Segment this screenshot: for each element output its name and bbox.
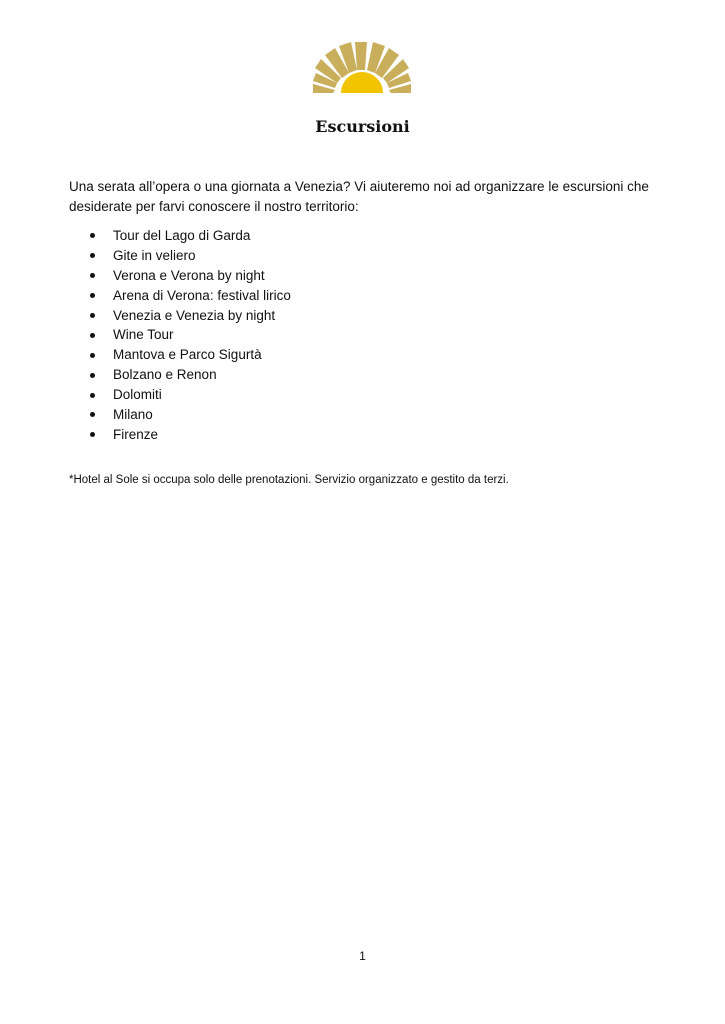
bullet-icon [90,273,95,278]
list-item-label: Dolomiti [113,387,162,403]
bullet-icon [90,393,95,398]
disclaimer-note: *Hotel al Sole si occupa solo delle prenotazioni. Servizio organizzato e gestito da terzi. [69,474,509,486]
page-number: 1 [359,949,366,963]
list-item [87,266,291,286]
list-item-label: Gite in veliero [113,247,196,263]
list-item [87,325,291,345]
bullet-icon [90,373,95,378]
list-item-label: Firenze [113,426,159,442]
bullet-icon [90,412,95,417]
tour-list [87,226,291,445]
bullet-icon [90,313,95,318]
sun-disc [341,72,383,93]
list-item [87,345,291,365]
list-item [87,425,291,445]
bullet-icon [90,432,95,437]
bullet-icon [90,293,95,298]
bullet-icon [90,253,95,258]
page-title: Escursioni [315,117,410,136]
list-item [87,306,291,326]
bullet-icon [90,333,95,338]
bullet-icon [90,233,95,238]
list-item-label: Wine Tour [113,327,174,343]
bullet-icon [90,353,95,358]
list-item [87,246,291,266]
list-item [87,405,291,425]
list-item [87,365,291,385]
list-item [87,226,291,246]
intro-paragraph: Una serata all’opera o una giornata a Venezia? Vi aiuteremo noi ad organizzare le escursioni che desiderate per farvi conoscere il nostro territorio: [69,179,649,214]
list-item [87,286,291,306]
list-item [87,385,291,405]
list-item-label: Tour del Lago di Garda [113,228,251,243]
list-item-label: Bolzano e Renon [113,367,217,383]
list-item-label: Mantova e Parco Sigurtà [113,347,262,363]
sun-logo-icon [311,40,413,96]
list-item-label: Venezia e Venezia by night [113,307,276,323]
list-item-label: Arena di Verona: festival lirico [113,287,291,303]
list-item-label: Verona e Verona by night [113,267,265,283]
list-item-label: Milano [113,407,153,423]
